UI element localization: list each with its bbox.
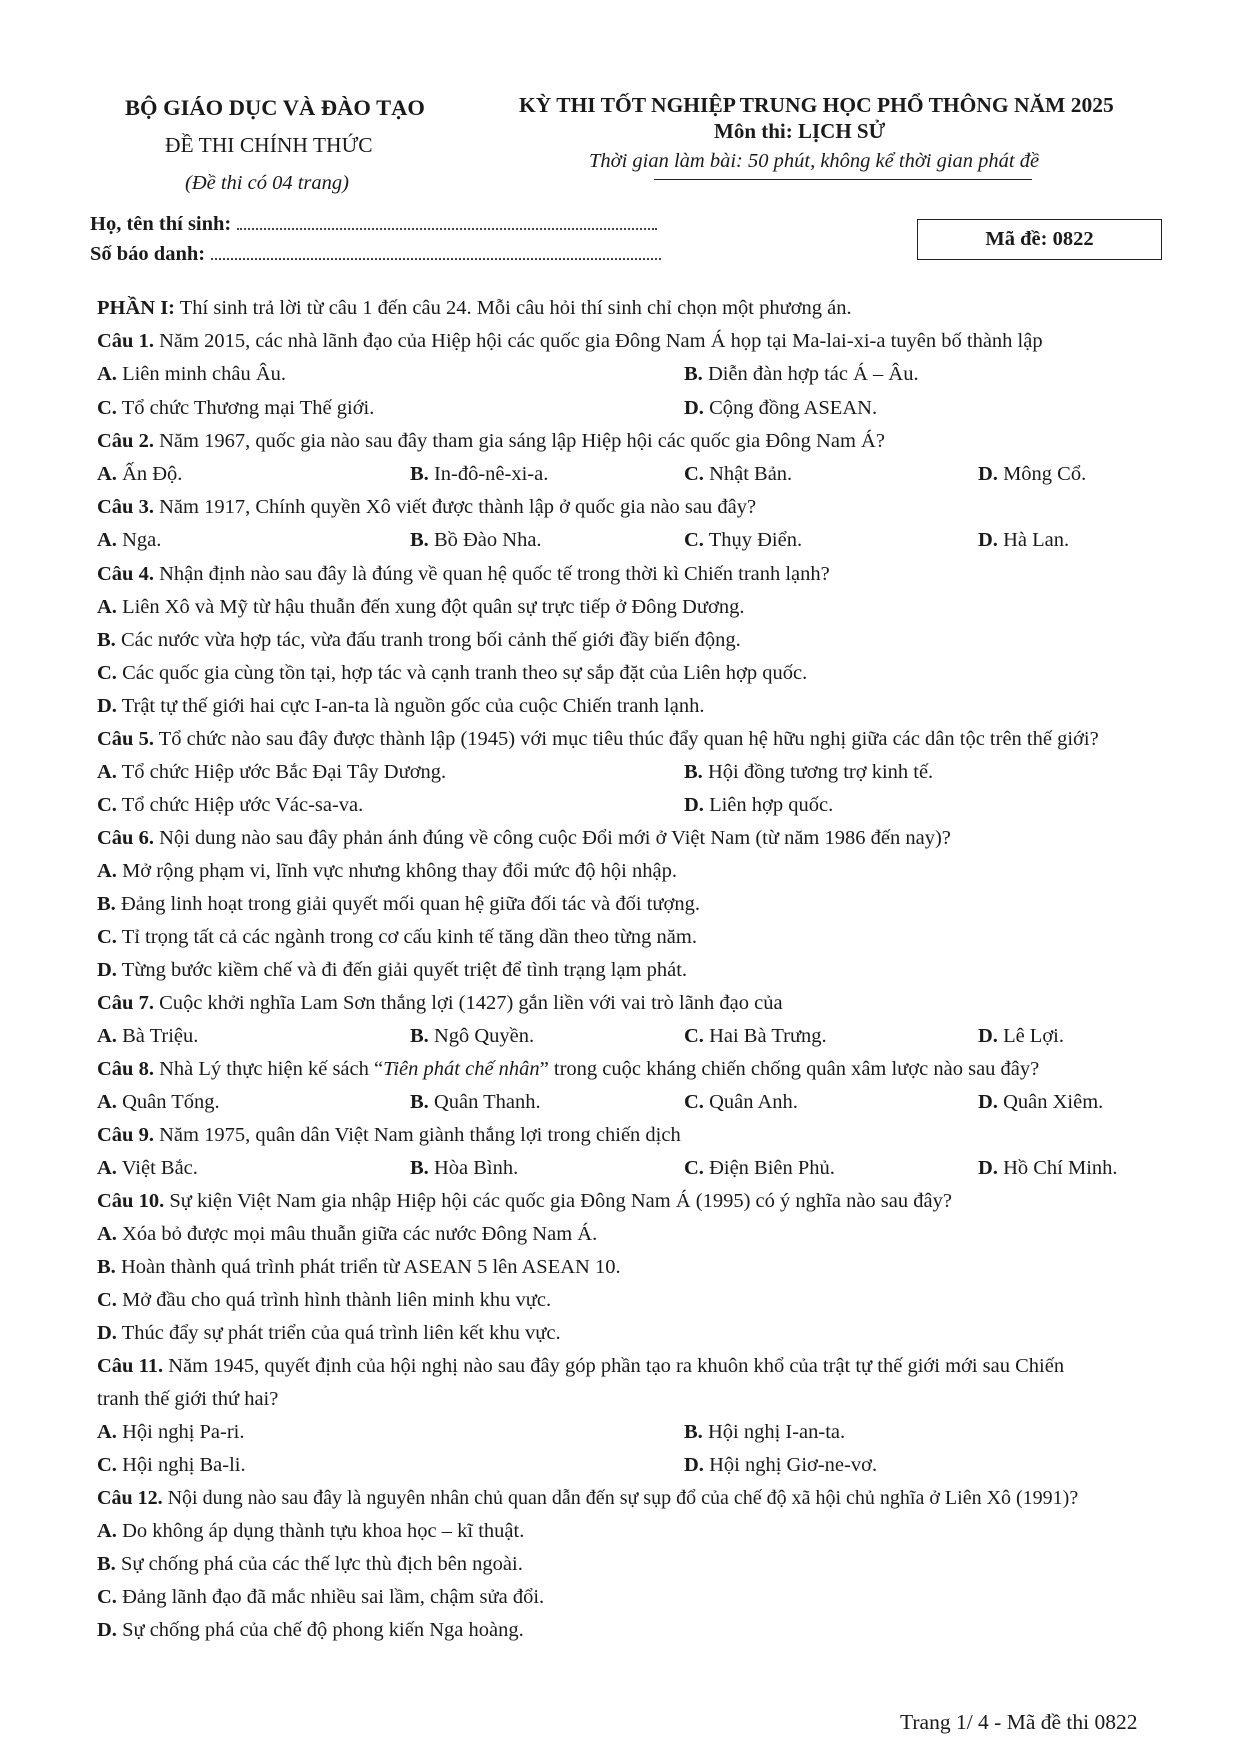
- question-text: Năm 1967, quốc gia nào sau đây tham gia sáng lập Hiệp hội các quốc gia Đông Nam Á?: [153, 430, 885, 452]
- question-8: [97, 1057, 1039, 1081]
- option-11c[interactable]: C. Hội nghị Ba-li.: [97, 1454, 246, 1476]
- option-5d[interactable]: D. Liên hợp quốc.: [684, 794, 834, 816]
- option-8b[interactable]: B. Quân Thanh.: [410, 1091, 541, 1113]
- question-11-continued: tranh thế giới thứ hai?: [97, 1388, 279, 1410]
- question-number: Câu 11.: [97, 1355, 164, 1377]
- candidate-name-field[interactable]: [90, 213, 657, 236]
- question-3: [97, 495, 756, 519]
- option-5a[interactable]: A. Tổ chức Hiệp ước Bắc Đại Tây Dương.: [97, 761, 447, 783]
- question-text: Cuộc khởi nghĩa Lam Sơn thắng lợi (1427) gắn liền với vai trò lãnh đạo của: [153, 992, 783, 1014]
- question-5: [97, 727, 1099, 751]
- header-underline: [654, 179, 1032, 180]
- question-1: [97, 329, 1043, 353]
- question-number: Câu 3.: [97, 496, 154, 518]
- candidate-name-dots: [237, 214, 657, 230]
- option-6d[interactable]: D. Từng bước kiềm chế và đi đến giải quyết triệt để tình trạng lạm phát.: [97, 959, 688, 981]
- question-11: [97, 1354, 1064, 1378]
- candidate-id-dots: [211, 244, 661, 260]
- option-4c[interactable]: C. Các quốc gia cùng tồn tại, hợp tác và cạnh tranh theo sự sắp đặt của Liên hợp quốc.: [97, 662, 808, 684]
- option-7c[interactable]: C. Hai Bà Trưng.: [684, 1025, 827, 1047]
- option-5c[interactable]: C. Tổ chức Hiệp ước Vác-sa-va.: [97, 794, 364, 816]
- option-1d[interactable]: D. Cộng đồng ASEAN.: [684, 397, 878, 419]
- option-2c[interactable]: C. Nhật Bản.: [684, 463, 793, 485]
- question-number: Câu 2.: [97, 430, 154, 452]
- option-8c[interactable]: C. Quân Anh.: [684, 1091, 798, 1113]
- option-1b[interactable]: B. Diễn đàn hợp tác Á – Âu.: [684, 363, 919, 385]
- option-3b[interactable]: B. Bồ Đào Nha.: [410, 529, 542, 551]
- exam-title: KỲ THI TỐT NGHIỆP TRUNG HỌC PHỔ THÔNG NĂM 2025: [519, 93, 1114, 117]
- question-number: Câu 4.: [97, 563, 154, 585]
- candidate-name-label: Họ, tên thí sinh:: [90, 213, 232, 235]
- option-6a[interactable]: A. Mở rộng phạm vi, lĩnh vực nhưng không thay đổi mức độ hội nhập.: [97, 860, 677, 882]
- question-number: Câu 1.: [97, 330, 154, 352]
- question-text: Năm 1917, Chính quyền Xô viết được thành lập ở quốc gia nào sau đây?: [153, 496, 757, 518]
- option-11d[interactable]: D. Hội nghị Giơ-ne-vơ.: [684, 1454, 878, 1476]
- page-footer: Trang 1/ 4 - Mã đề thi 0822: [900, 1710, 1138, 1734]
- question-number: Câu 6.: [97, 827, 154, 849]
- option-3c[interactable]: C. Thụy Điển.: [684, 529, 803, 551]
- option-10b[interactable]: B. Hoàn thành quá trình phát triển từ ASEAN 5 lên ASEAN 10.: [97, 1256, 621, 1278]
- question-text: Năm 1975, quân dân Việt Nam giành thắng lợi trong chiến dịch: [153, 1124, 681, 1146]
- question-text: Sự kiện Việt Nam gia nhập Hiệp hội các quốc gia Đông Nam Á (1995) có ý nghĩa nào sau đây?: [164, 1190, 952, 1212]
- option-3a[interactable]: A. Nga.: [97, 529, 162, 551]
- official-label: ĐỀ THI CHÍNH THỨC: [165, 133, 373, 157]
- option-7d[interactable]: D. Lê Lợi.: [978, 1025, 1064, 1047]
- option-6c[interactable]: C. Tỉ trọng tất cả các ngành trong cơ cấu kinh tế tăng dần theo từng năm.: [97, 926, 697, 948]
- option-9a[interactable]: A. Việt Bắc.: [97, 1157, 198, 1179]
- exam-subject: Môn thi: LỊCH SỬ: [714, 119, 886, 143]
- pages-note: (Đề thi có 04 trang): [185, 172, 349, 194]
- option-10a[interactable]: A. Xóa bỏ được mọi mâu thuẫn giữa các nước Đông Nam Á.: [97, 1223, 598, 1245]
- option-8d[interactable]: D. Quân Xiêm.: [978, 1091, 1104, 1113]
- question-number: Câu 12.: [97, 1487, 163, 1509]
- option-3d[interactable]: D. Hà Lan.: [978, 529, 1070, 551]
- option-6b[interactable]: B. Đảng linh hoạt trong giải quyết mối quan hệ giữa đối tác và đối tượng.: [97, 893, 700, 915]
- exam-code-box: Mã đề: 0822: [917, 219, 1162, 260]
- question-number: Câu 7.: [97, 992, 154, 1014]
- option-9b[interactable]: B. Hòa Bình.: [410, 1157, 519, 1179]
- question-text: Nhà Lý thực hiện kế sách “: [153, 1058, 384, 1080]
- option-4a[interactable]: A. Liên Xô và Mỹ từ hậu thuẫn đến xung đột quân sự trực tiếp ở Đông Dương.: [97, 596, 745, 618]
- option-9d[interactable]: D. Hồ Chí Minh.: [978, 1157, 1118, 1179]
- question-text: ” trong cuộc kháng chiến chống quân xâm lược nào sau đây?: [539, 1058, 1040, 1080]
- option-8a[interactable]: A. Quân Tống.: [97, 1091, 220, 1113]
- question-text: Năm 1945, quyết định của hội nghị nào sau đây góp phần tạo ra khuôn khổ của trật tự thế giới mới sau Chiến: [163, 1355, 1065, 1377]
- option-12b[interactable]: B. Sự chống phá của các thế lực thù địch bên ngoài.: [97, 1553, 523, 1575]
- option-10d[interactable]: D. Thúc đẩy sự phát triển của quá trình liên kết khu vực.: [97, 1322, 561, 1344]
- option-7a[interactable]: A. Bà Triệu.: [97, 1025, 199, 1047]
- question-2: [97, 429, 885, 453]
- question-number: Câu 9.: [97, 1124, 154, 1146]
- option-4d[interactable]: D. Trật tự thế giới hai cực I-an-ta là nguồn gốc của cuộc Chiến tranh lạnh.: [97, 695, 705, 717]
- question-number: Câu 5.: [97, 728, 154, 750]
- candidate-id-field[interactable]: [90, 243, 661, 266]
- question-number: Câu 8.: [97, 1058, 154, 1080]
- option-2d[interactable]: D. Mông Cổ.: [978, 463, 1087, 485]
- ministry-title: BỘ GIÁO DỤC VÀ ĐÀO TẠO: [125, 95, 425, 120]
- time-note: Thời gian làm bài: 50 phút, không kể thời gian phát đề: [589, 150, 1040, 172]
- question-7: [97, 991, 783, 1015]
- question-10: [97, 1189, 952, 1213]
- question-12: [97, 1486, 1078, 1510]
- question-text-italic: Tiên phát chế nhân: [383, 1058, 540, 1080]
- option-1a[interactable]: A. Liên minh châu Âu.: [97, 363, 287, 385]
- question-text: Năm 2015, các nhà lãnh đạo của Hiệp hội các quốc gia Đông Nam Á họp tại Ma-lai-xi-a tuyên bố thành lập: [153, 330, 1043, 352]
- question-6: [97, 826, 951, 850]
- candidate-id-label: Số báo danh:: [90, 243, 206, 265]
- part-title: PHẦN I:: [97, 297, 176, 319]
- option-12a[interactable]: A. Do không áp dụng thành tựu khoa học – kĩ thuật.: [97, 1520, 525, 1542]
- option-12d[interactable]: D. Sự chống phá của chế độ phong kiến Nga hoàng.: [97, 1619, 524, 1641]
- option-2b[interactable]: B. In-đô-nê-xi-a.: [410, 463, 549, 485]
- question-9: [97, 1123, 681, 1147]
- option-1c[interactable]: C. Tổ chức Thương mại Thế giới.: [97, 397, 375, 419]
- option-9c[interactable]: C. Điện Biên Phủ.: [684, 1157, 835, 1179]
- question-text: Nội dung nào sau đây phản ánh đúng về công cuộc Đổi mới ở Việt Nam (từ năm 1986 đến nay)?: [153, 827, 951, 849]
- option-10c[interactable]: C. Mở đầu cho quá trình hình thành liên minh khu vực.: [97, 1289, 552, 1311]
- question-number: Câu 10.: [97, 1190, 165, 1212]
- part-instruction-text: Thí sinh trả lời từ câu 1 đến câu 24. Mỗi câu hỏi thí sinh chỉ chọn một phương án.: [175, 297, 852, 319]
- option-11a[interactable]: A. Hội nghị Pa-ri.: [97, 1421, 245, 1443]
- question-text: Tổ chức nào sau đây được thành lập (1945) với mục tiêu thúc đẩy quan hệ hữu nghị giữa các dân tộc trên thế giới?: [153, 728, 1099, 750]
- question-4: [97, 562, 830, 586]
- option-11b[interactable]: B. Hội nghị I-an-ta.: [684, 1421, 846, 1443]
- part-instruction: [97, 296, 852, 320]
- question-text: Nội dung nào sau đây là nguyên nhân chủ quan dẫn đến sự sụp đổ của chế độ xã hội chủ nghĩa ở Liên Xô (1991)?: [162, 1487, 1079, 1509]
- option-7b[interactable]: B. Ngô Quyền.: [410, 1025, 535, 1047]
- option-5b[interactable]: B. Hội đồng tương trợ kinh tế.: [684, 761, 934, 783]
- option-2a[interactable]: A. Ấn Độ.: [97, 463, 183, 485]
- option-12c[interactable]: C. Đảng lãnh đạo đã mắc nhiều sai lầm, chậm sửa đổi.: [97, 1586, 545, 1608]
- option-4b[interactable]: B. Các nước vừa hợp tác, vừa đấu tranh trong bối cảnh thế giới đầy biến động.: [97, 629, 741, 651]
- question-text: Nhận định nào sau đây là đúng về quan hệ quốc tế trong thời kì Chiến tranh lạnh?: [153, 563, 830, 585]
